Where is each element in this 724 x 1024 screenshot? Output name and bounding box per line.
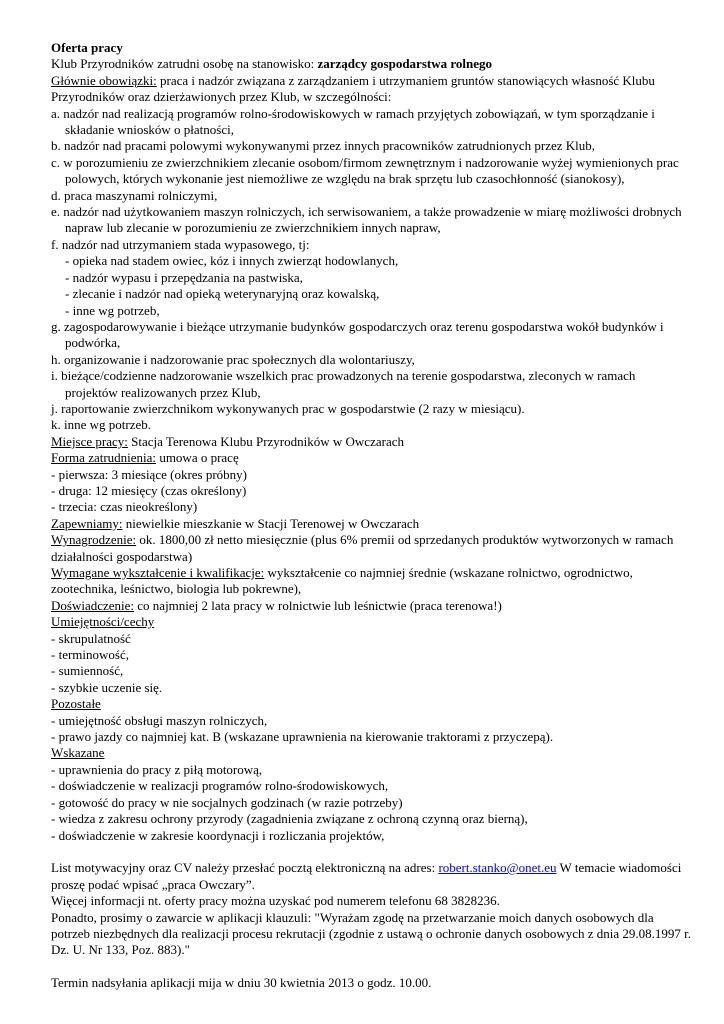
job-offer-document — [51, 40, 691, 992]
duty-k: k. inne wg potrzeb. — [51, 417, 152, 433]
experience-line — [51, 598, 691, 614]
skill-item: - skrupulatność — [51, 630, 131, 646]
place-label: Miejsce pracy: — [51, 433, 128, 449]
duty-h: h. organizowanie i nadzorowanie prac społecznych dla wolontariuszy, — [51, 351, 415, 367]
duty-j: j. raportowanie zwierzchnikom wykonywanych prac w gospodarstwie (2 razy w miesiącu). — [51, 400, 525, 416]
intro-line — [51, 56, 691, 72]
employment-item: - druga: 12 miesięcy (czas określony) — [51, 482, 247, 498]
duty-i: i. bieżące/codzienne nadzorowanie wszelkich prac prowadzonych na terenie gospodarstwa, zleconych w ramach projektów realizowanych przez Klub, — [51, 368, 636, 400]
position-name: zarządcy gospodarstwa rolnego — [317, 56, 492, 72]
duty-a: a. nadzór nad realizacją programów rolno-środowiskowych w ramach przyjętych zobowiązań, w tym sporządzanie i składanie wniosków o płatności, — [51, 105, 655, 138]
salary-label: Wynagrodzenie: — [51, 532, 137, 548]
phone-line: Więcej informacji nt. oferty pracy można uzyskać pod numerem telefonu 68 3828236. — [51, 893, 500, 909]
preferred-item: - doświadczenie w zakresie koordynacji i rozliczania projektów, — [51, 827, 385, 843]
apply-line — [51, 860, 691, 893]
skill-item: - szybkie uczenie się. — [51, 679, 163, 695]
duty-g: g. zagospodarowywanie i bieżące utrzymanie budynków gospodarczych oraz terenu gospodarstwa wokół budynków i podwórka, — [51, 318, 664, 351]
skills-label: Umiejętności/cechy — [51, 614, 155, 630]
preferred-item: - doświadczenie w realizacji programów rolno-środowiskowych, — [51, 778, 389, 794]
duty-c: c. w porozumieniu ze zwierzchnikiem zlecanie osobom/firmom zewnętrznym i nadzorowanie wyżej wymienionych prac polowych, których wykonanie jest niemożliwe ze względu na brak sprzętu lub czasochłonność (sianokosy), — [51, 154, 679, 187]
preferred-label: Wskazane — [51, 745, 105, 761]
clause-line: Ponadto, prosimy o zawarcie w aplikacji klauzuli: "Wyrażam zgodę na przetwarzanie moich danych osobowych dla potrzeb niezbędnych dla realizacji procesu rekrutacji (zgodnie z ustawą o ochronie danych osobowych z dnia 29.08.1997 r. Dz. U. Nr 133, Poz. 883)." — [51, 909, 692, 958]
place-text: Stacja Terenowa Klubu Przyrodników w Owczarach — [127, 433, 404, 449]
apply-text: List motywacyjny oraz CV należy przesłać pocztą elektroniczną na adres: — [51, 860, 439, 876]
apply-subject-text: W temacie wiadomości proszę podać wpisać „praca Owczary”. — [51, 860, 682, 892]
employment-text: umowa o pracę — [156, 450, 239, 466]
spacer — [51, 959, 691, 975]
email-link[interactable]: robert.stanko@onet.eu — [438, 860, 557, 876]
employment-line — [51, 450, 691, 466]
duty-f-item: - zlecanie i nadzór nad opieką weterynaryjną oraz kowalską, — [65, 286, 380, 302]
duty-b: b. nadzór nad pracami polowymi wykonywanymi przez innych pracowników zatrudnionych przez Klub, — [51, 138, 596, 154]
employment-item: - pierwsza: 3 miesiące (okres próbny) — [51, 466, 248, 482]
other-item: - prawo jazdy co najmniej kat. B (wskazane uprawnienia na kierowanie traktorami z przyczepą). — [51, 729, 554, 745]
education-line — [51, 565, 691, 598]
duty-f-item: - nadzór wypasu i przepędzania na pastwiska, — [65, 269, 303, 285]
offer-label: Zapewniamy: — [51, 515, 123, 531]
skill-item: - terminowość, — [51, 647, 129, 663]
offer-text: niewielkie mieszkanie w Stacji Terenowej w Owczarach — [122, 515, 420, 531]
duty-d: d. praca maszynami rolniczymi, — [51, 187, 218, 203]
duties-text: praca i nadzór związana z zarządzaniem i utrzymaniem gruntów stanowiących własność Klubu Przyrodników oraz dzierżawionych przez Klub, w szczególności: — [51, 72, 655, 105]
education-text: wykształcenie co najmniej średnie (wskazane rolnictwo, ogrodnictwo, zootechnika, leśnictwo, biologia lub pokrewne), — [51, 565, 633, 597]
duty-f-item: - inne wg potrzeb, — [65, 302, 160, 318]
duty-e: e. nadzór nad użytkowaniem maszyn rolniczych, ich serwisowaniem, a także prowadzenie w miarę możliwości drobnych napraw lub zlecanie w porozumieniu ze zwierzchnikiem innych napraw, — [51, 204, 682, 236]
page-title: Oferta pracy — [51, 40, 123, 55]
duties-intro — [51, 73, 691, 106]
spacer — [51, 844, 691, 860]
place-line — [51, 434, 691, 450]
preferred-item: - uprawnienia do pracy z piłą motorową, — [51, 761, 263, 777]
salary-line — [51, 532, 691, 565]
other-item: - umiejętność obsługi maszyn rolniczych, — [51, 712, 268, 728]
salary-text: ok. 1800,00 zł netto miesięcznie (plus 6% premii od sprzedanych produktów wytworzonych w ramach działalności gospodarstwa) — [51, 532, 674, 564]
employment-item: - trzecia: czas nieokreślony) — [51, 499, 198, 515]
education-label: Wymagane wykształcenie i kwalifikacje: — [51, 565, 265, 580]
preferred-item: - gotowość do pracy w nie socjalnych godzinach (w razie potrzeby) — [51, 794, 403, 810]
intro-text: Klub Przyrodników zatrudni osobę na stanowisko: — [51, 56, 318, 72]
experience-text: co najmniej 2 lata pracy w rolnictwie lub leśnictwie (praca terenowa!) — [134, 597, 502, 613]
duties-label: Głównie obowiązki: — [51, 72, 157, 88]
preferred-item: - wiedza z zakresu ochrony przyrody (zagadnienia związane z ochroną czynną oraz bierną), — [51, 811, 528, 827]
skill-item: - sumienność, — [51, 663, 124, 679]
offer-line — [51, 516, 691, 532]
experience-label: Doświadczenie: — [51, 597, 135, 613]
duty-f: f. nadzór nad utrzymaniem stada wypasowego, tj: — [51, 236, 310, 252]
deadline-line: Termin nadsyłania aplikacji mija w dniu 30 kwietnia 2013 o godz. 10.00. — [51, 975, 432, 991]
employment-label: Forma zatrudnienia: — [51, 450, 157, 466]
duty-f-item: - opieka nad stadem owiec, kóz i innych zwierząt hodowlanych, — [65, 253, 399, 269]
other-label: Pozostałe — [51, 696, 101, 712]
